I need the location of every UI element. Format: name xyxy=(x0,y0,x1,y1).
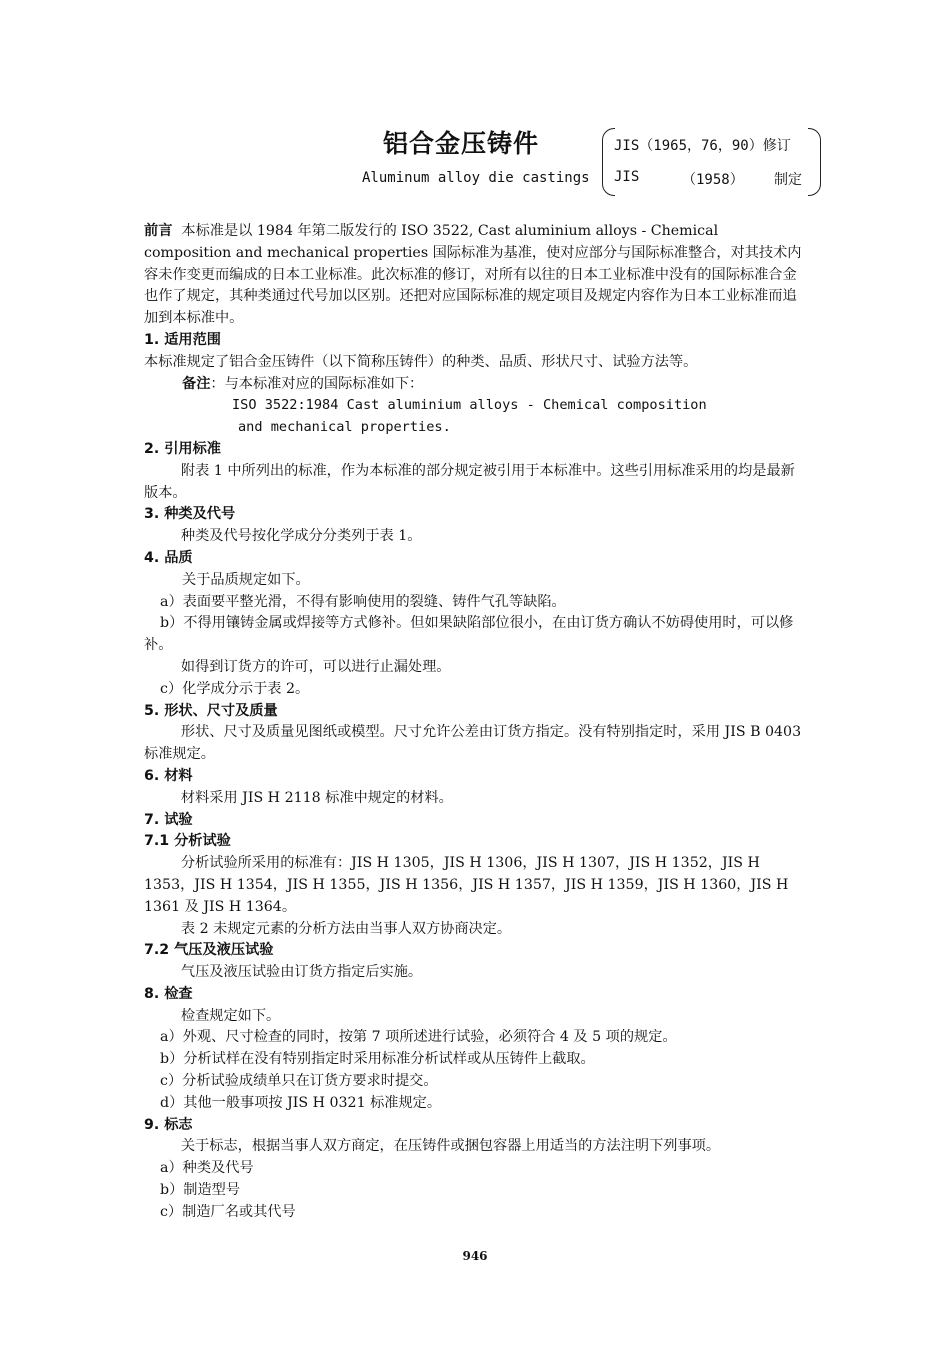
list-item: c）分析试验成绩单只在订货方要求时提交。 xyxy=(160,1073,438,1090)
paragraph: 附表 1 中所列出的标准，作为本标准的部分规定被引用于本标准中。这些引用标准采用的均是最新版本。 xyxy=(144,462,795,501)
paragraph: 种类及代号按化学成分分类列于表 1。 xyxy=(180,528,422,545)
reference-line: ISO 3522:1984 Cast aluminium alloys - Chemical composition xyxy=(232,397,707,414)
list-item: c）化学成分示于表 2。 xyxy=(160,680,310,697)
section-heading: 2. 引用标准 xyxy=(144,440,221,457)
foreword-label: 前言 xyxy=(144,223,173,239)
revision-bracket-right xyxy=(808,128,821,196)
note-label: 备注 xyxy=(182,375,211,392)
section-heading: 9. 标志 xyxy=(144,1116,193,1133)
paragraph: 材料采用 JIS H 2118 标准中规定的材料。 xyxy=(180,789,453,806)
paragraph: 检查规定如下。 xyxy=(180,1007,281,1024)
revision-year: （1958） xyxy=(682,172,744,188)
foreword-text: 本标准是以 1984 年第二版发行的 ISO 3522, Cast aluminium alloys - Chemical composition and mechanical properties 国际标准为基准，使对应部分与国际标准整合，对其技术内容未作变更而编成的日本工业标准。此次标准的修订，对所有以往的日本工业标准中没有的国际标准合金也作了规定，其种类通过代号加以区别。还把对应国际标准的规定项目及规定内容作为日本工业标准而追加到本标准中。 xyxy=(144,223,802,327)
note xyxy=(144,374,808,396)
list-item: c）制造厂名或其代号 xyxy=(160,1203,296,1220)
list-item: b）分析试样在没有特别指定时采用标准分析试样或从压铸件上截取。 xyxy=(160,1051,595,1068)
section-heading: 6. 材料 xyxy=(144,767,193,784)
document-body xyxy=(144,221,808,1224)
document-title: 铝合金压铸件 xyxy=(383,129,540,158)
revision-code: JIS xyxy=(614,169,640,185)
note-text: ：与本标准对应的国际标准如下： xyxy=(210,375,424,392)
paragraph: 如得到订货方的许可，可以进行止漏处理。 xyxy=(180,658,451,675)
foreword xyxy=(144,221,808,330)
paragraph: 本标准规定了铝合金压铸件（以下简称压铸件）的种类、品质、形状尺寸、试验方法等。 xyxy=(144,353,698,370)
list-item: d）其他一般事项按 JIS H 0321 标准规定。 xyxy=(160,1094,442,1111)
list-item: b）不得用镶铸金属或焊接等方式修补。但如果缺陷部位很小，在由订货方确认不妨碍使用时，可以修补。 xyxy=(144,615,794,654)
subsection-heading: 7.1 分析试验 xyxy=(144,833,231,850)
list-item: a）外观、尺寸检查的同时，按第 7 项所述进行试验，必须符合 4 及 5 项的规定。 xyxy=(160,1029,677,1046)
revision-action: 制定 xyxy=(774,172,802,188)
list-item: a）表面要平整光滑，不得有影响使用的裂缝、铸件气孔等缺陷。 xyxy=(160,593,566,610)
section-heading: 4. 品质 xyxy=(144,549,193,566)
paragraph: 气压及液压试验由订货方指定后实施。 xyxy=(180,964,423,981)
subsection-heading: 7.2 气压及液压试验 xyxy=(144,942,274,959)
reference-line: and mechanical properties. xyxy=(238,419,451,436)
paragraph: 分析试验所采用的标准有：JIS H 1305，JIS H 1306，JIS H 1307，JIS H 1352，JIS H 1353，JIS H 1354，JIS H 1355，JIS H 1356，JIS H 1357，JIS H 1359，JIS H 1360，JIS H 1361 及 JIS H 1364。 xyxy=(144,855,789,915)
page-number: 946 xyxy=(462,1249,488,1263)
section-heading: 8. 检查 xyxy=(144,985,193,1002)
section-heading: 1. 适用范围 xyxy=(144,331,221,348)
paragraph: 表 2 未规定元素的分析方法由当事人双方协商决定。 xyxy=(180,920,512,937)
section-heading: 3. 种类及代号 xyxy=(144,506,236,523)
revision-line-2 xyxy=(614,169,802,188)
section-heading: 5. 形状、尺寸及质量 xyxy=(144,702,278,719)
paragraph: 关于品质规定如下。 xyxy=(182,571,310,588)
revision-line-1: JIS（1965，76，90）修订 xyxy=(614,138,791,154)
section-heading: 7. 试验 xyxy=(144,811,193,828)
document-subtitle: Aluminum alloy die castings xyxy=(362,170,590,186)
paragraph: 关于标志，根据当事人双方商定，在压铸件或捆包容器上用适当的方法注明下列事项。 xyxy=(180,1138,721,1155)
paragraph: 形状、尺寸及质量见图纸或模型。尺寸允许公差由订货方指定。没有特别指定时，采用 JIS B 0403 标准规定。 xyxy=(144,724,802,763)
list-item: a）种类及代号 xyxy=(160,1160,254,1177)
list-item: b）制造型号 xyxy=(160,1182,241,1199)
